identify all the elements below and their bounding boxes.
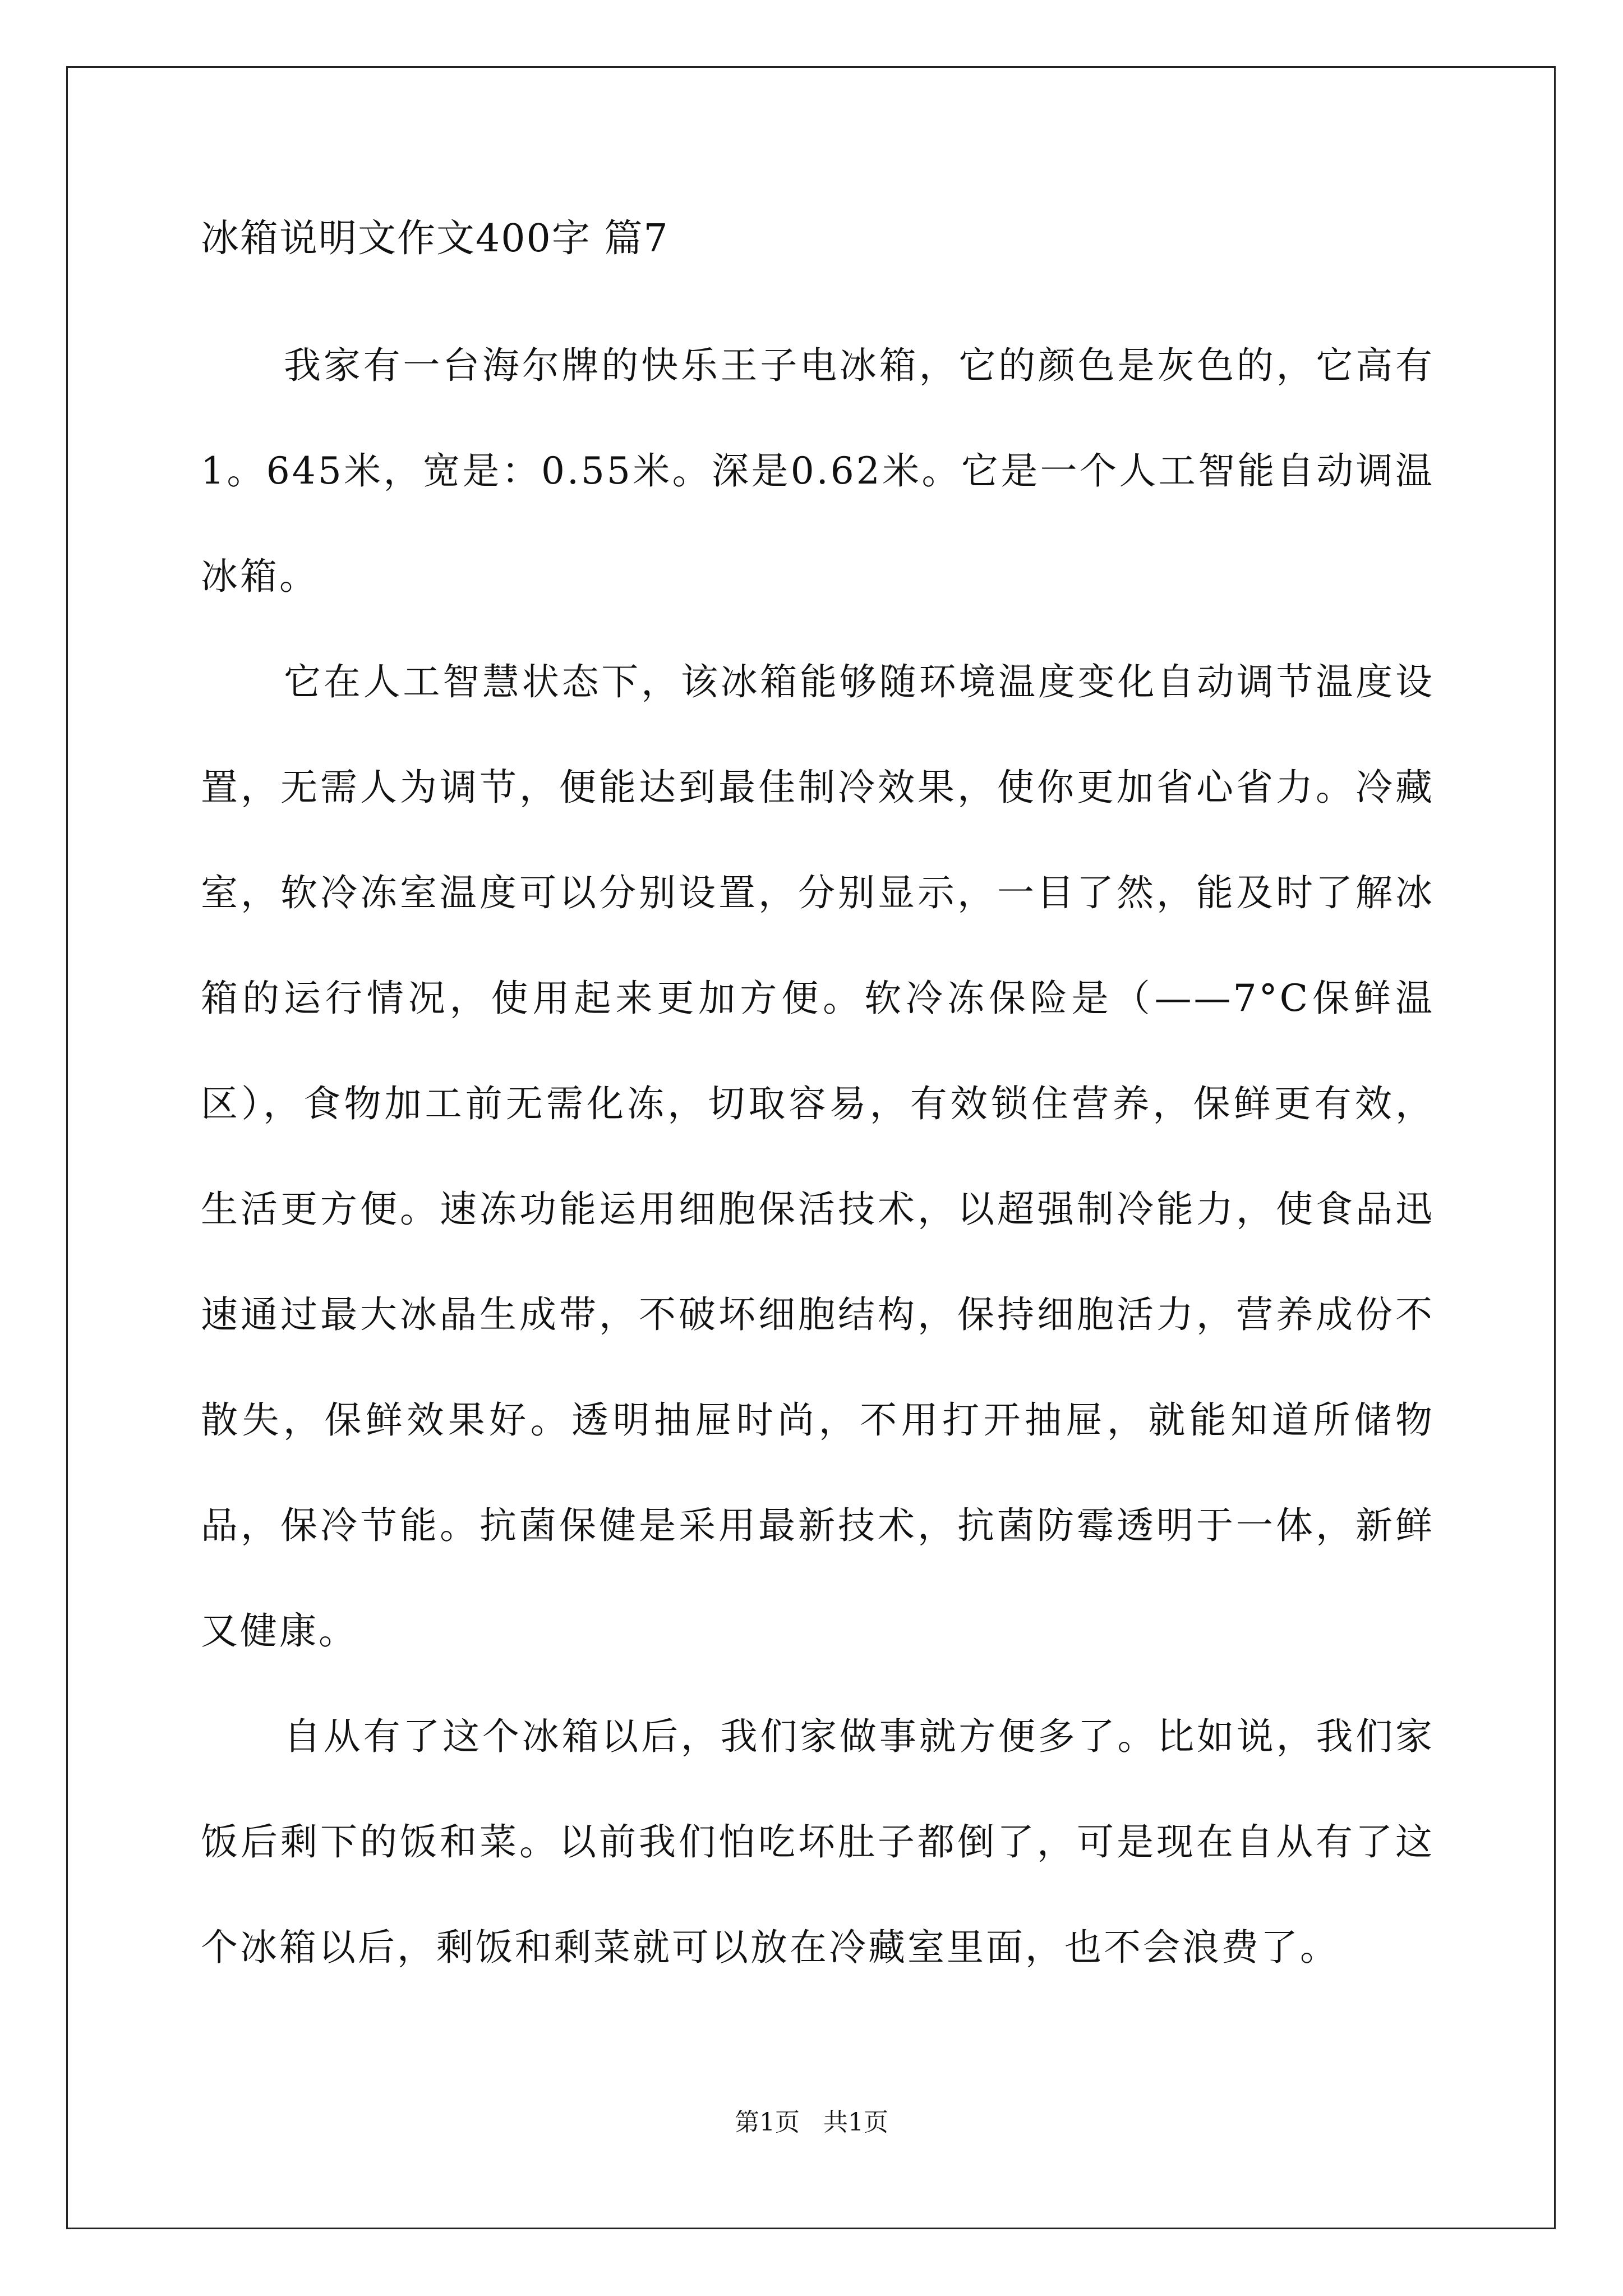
document-title: 冰箱说明文作文400字 篇7	[201, 217, 669, 261]
paragraph-1: 我家有一台海尔牌的快乐王子电冰箱，它的颜色是灰色的，它高有1。645米，宽是：0.55米。深是0.62米。它是一个人工智能自动调温冰箱。	[201, 344, 1435, 598]
paragraph-2: 它在人工智慧状态下，该冰箱能够随环境温度变化自动调节温度设置，无需人为调节，便能达到最佳制冷效果，使你更加省心省力。冷藏室，软冷冻室温度可以分别设置，分别显示，一目了然，能及时了解冰箱的运行情况，使用起来更加方便。软冷冻保险是（——7°C保鲜温区），食物加工前无需化冻，切取容易，有效锁住营养，保鲜更有效，生活更方便。速冻功能运用细胞保活技术，以超强制冷能力，使食品迅速通过最大冰晶生成带，不破坏细胞结构，保持细胞活力，营养成份不散失，保鲜效果好。透明抽屉时尚，不用打开抽屉，就能知道所储物品，保冷节能。抗菌保健是采用最新技术，抗菌防霉透明于一体，新鲜又健康。	[201, 660, 1435, 1653]
page-number-footer: 第1页 共1页	[735, 2108, 888, 2137]
document-body	[201, 208, 1435, 2000]
paragraph-3: 自从有了这个冰箱以后，我们家做事就方便多了。比如说，我们家饭后剩下的饭和菜。以前我们怕吃坏肚子都倒了，可是现在自从有了这个冰箱以后，剩饭和剩菜就可以放在冷藏室里面，也不会浪费了。	[201, 1715, 1435, 1969]
